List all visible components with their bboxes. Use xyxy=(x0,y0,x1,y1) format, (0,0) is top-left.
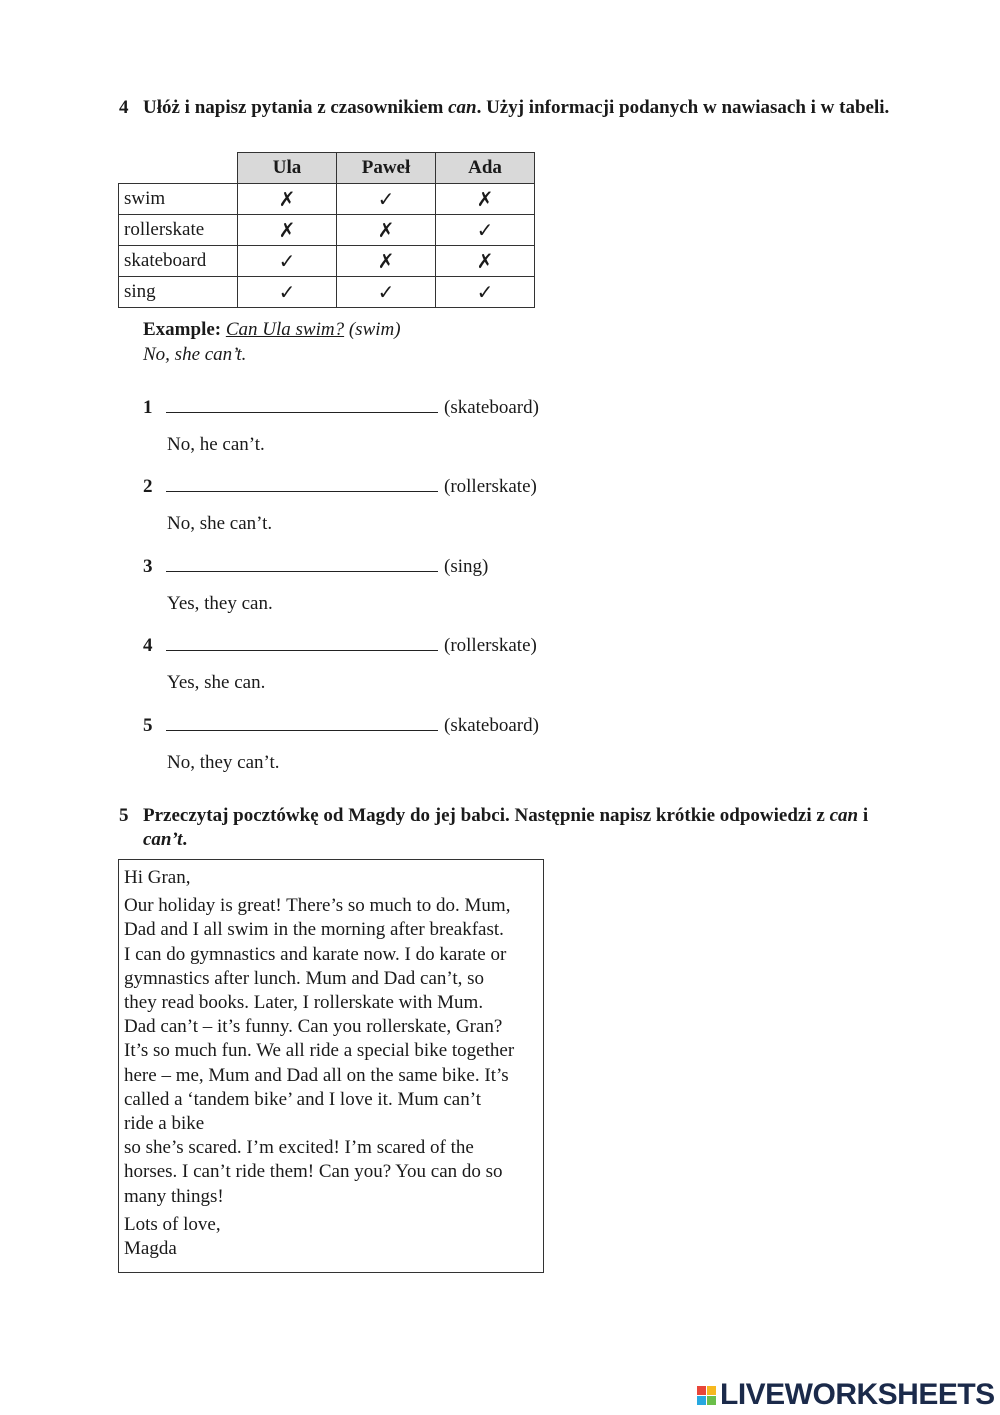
mark-cell: ✓ xyxy=(337,277,436,308)
mark-cell: ✗ xyxy=(436,184,535,215)
given-answer: No, he can’t. xyxy=(167,434,265,455)
question-number: 3 xyxy=(143,556,153,577)
mark-cell: ✗ xyxy=(238,184,337,215)
table-row xyxy=(119,246,535,277)
question-number: 4 xyxy=(143,635,153,656)
table-header: Ula xyxy=(238,153,337,184)
question-item xyxy=(143,553,489,614)
given-answer: No, they can’t. xyxy=(167,752,280,773)
question-hint: (sing) xyxy=(444,556,489,577)
question-number: 2 xyxy=(143,476,153,497)
activity-cell: rollerskate xyxy=(119,215,238,246)
question-number: 5 xyxy=(143,715,153,736)
logo-text: LIVEWORKSHEETS xyxy=(720,1378,995,1411)
postcard-line: Our holiday is great! There’s so much to do. Mum, xyxy=(124,895,511,917)
postcard-line: Dad and I all swim in the morning after breakfast. xyxy=(124,919,504,941)
answer-line[interactable] xyxy=(166,394,438,413)
question-hint: (skateboard) xyxy=(444,715,539,736)
mark-cell: ✗ xyxy=(238,215,337,246)
postcard-line: called a ‘tandem bike’ and I love it. Mum can’t xyxy=(124,1088,482,1110)
postcard-greeting: Hi Gran, xyxy=(124,867,191,888)
given-answer: No, she can’t. xyxy=(167,513,273,534)
question-hint: (rollerskate) xyxy=(444,635,537,656)
activity-cell: swim xyxy=(119,184,238,215)
postcard-line: so she’s scared. I’m excited! I’m scared of the xyxy=(124,1137,474,1159)
example-block xyxy=(143,317,401,367)
mark-cell: ✓ xyxy=(238,246,337,277)
postcard-line: I can do gymnastics and karate now. I do karate or xyxy=(124,943,507,965)
table-header: Ada xyxy=(436,153,535,184)
postcard xyxy=(118,859,544,1273)
postcard-closing: Lots of love, Magda xyxy=(124,1213,221,1260)
exercise-number: 4 xyxy=(119,97,129,118)
logo-square xyxy=(697,1386,706,1395)
question-item xyxy=(143,632,537,693)
table-row xyxy=(119,184,535,215)
mark-cell: ✓ xyxy=(436,215,535,246)
question-item xyxy=(143,394,539,455)
exercise-number: 5 xyxy=(119,805,129,826)
question-item xyxy=(143,712,539,773)
logo-square xyxy=(697,1396,706,1405)
question-item xyxy=(143,473,537,534)
table-row xyxy=(119,277,535,308)
logo-icon xyxy=(697,1386,716,1405)
question-number: 1 xyxy=(143,397,153,418)
question-hint: (rollerskate) xyxy=(444,476,537,497)
postcard-line: It’s so much fun. We all ride a special bike together xyxy=(124,1040,515,1062)
postcard-line: they read books. Later, I rollerskate with Mum. xyxy=(124,992,484,1014)
answer-line[interactable] xyxy=(166,712,438,731)
postcard-line: ride a bike xyxy=(124,1113,205,1135)
liveworksheets-logo xyxy=(697,1375,995,1415)
example-answer: No, she can’t. xyxy=(143,344,247,365)
postcard-line: horses. I can’t ride them! Can you? You can do so xyxy=(124,1161,503,1183)
postcard-signature: Magda xyxy=(124,1238,177,1260)
postcard-line: Dad can’t – it’s funny. Can you rollerskate, Gran? xyxy=(124,1016,503,1038)
activity-cell: sing xyxy=(119,277,238,308)
answer-line[interactable] xyxy=(166,553,438,572)
postcard-line: gymnastics after lunch. Mum and Dad can’t, so xyxy=(124,967,485,989)
ability-table xyxy=(118,152,535,308)
activity-cell: skateboard xyxy=(119,246,238,277)
given-answer: Yes, she can. xyxy=(167,672,266,693)
postcard-line: here – me, Mum and Dad all on the same bike. It’s xyxy=(124,1064,509,1086)
table-corner xyxy=(119,153,238,184)
logo-square xyxy=(707,1396,716,1405)
example-question: Can Ula swim? xyxy=(225,319,345,340)
mark-cell: ✓ xyxy=(436,277,535,308)
answer-line[interactable] xyxy=(166,632,438,651)
table-header: Paweł xyxy=(337,153,436,184)
given-answer: Yes, they can. xyxy=(167,593,273,614)
exercise-5-instruction: 5 Przeczytaj pocztówkę od Magdy do jej babci. Następnie napisz krótkie odpowiedzi z can i can’t. xyxy=(119,805,869,850)
answer-line[interactable] xyxy=(166,473,438,492)
exercise-4-instruction: 4 Ułóż i napisz pytania z czasownikiem can. Użyj informacji podanych w nawiasach i w tabeli. xyxy=(119,97,890,118)
example-hint: (swim) xyxy=(348,319,401,340)
logo-square xyxy=(707,1386,716,1395)
mark-cell: ✗ xyxy=(337,246,436,277)
mark-cell: ✗ xyxy=(337,215,436,246)
table-row xyxy=(119,215,535,246)
question-hint: (skateboard) xyxy=(444,397,539,418)
postcard-line: many things! xyxy=(124,1185,224,1207)
mark-cell: ✓ xyxy=(337,184,436,215)
example-label: Example: xyxy=(143,319,222,340)
mark-cell: ✗ xyxy=(436,246,535,277)
mark-cell: ✓ xyxy=(238,277,337,308)
postcard-body xyxy=(124,894,538,1209)
